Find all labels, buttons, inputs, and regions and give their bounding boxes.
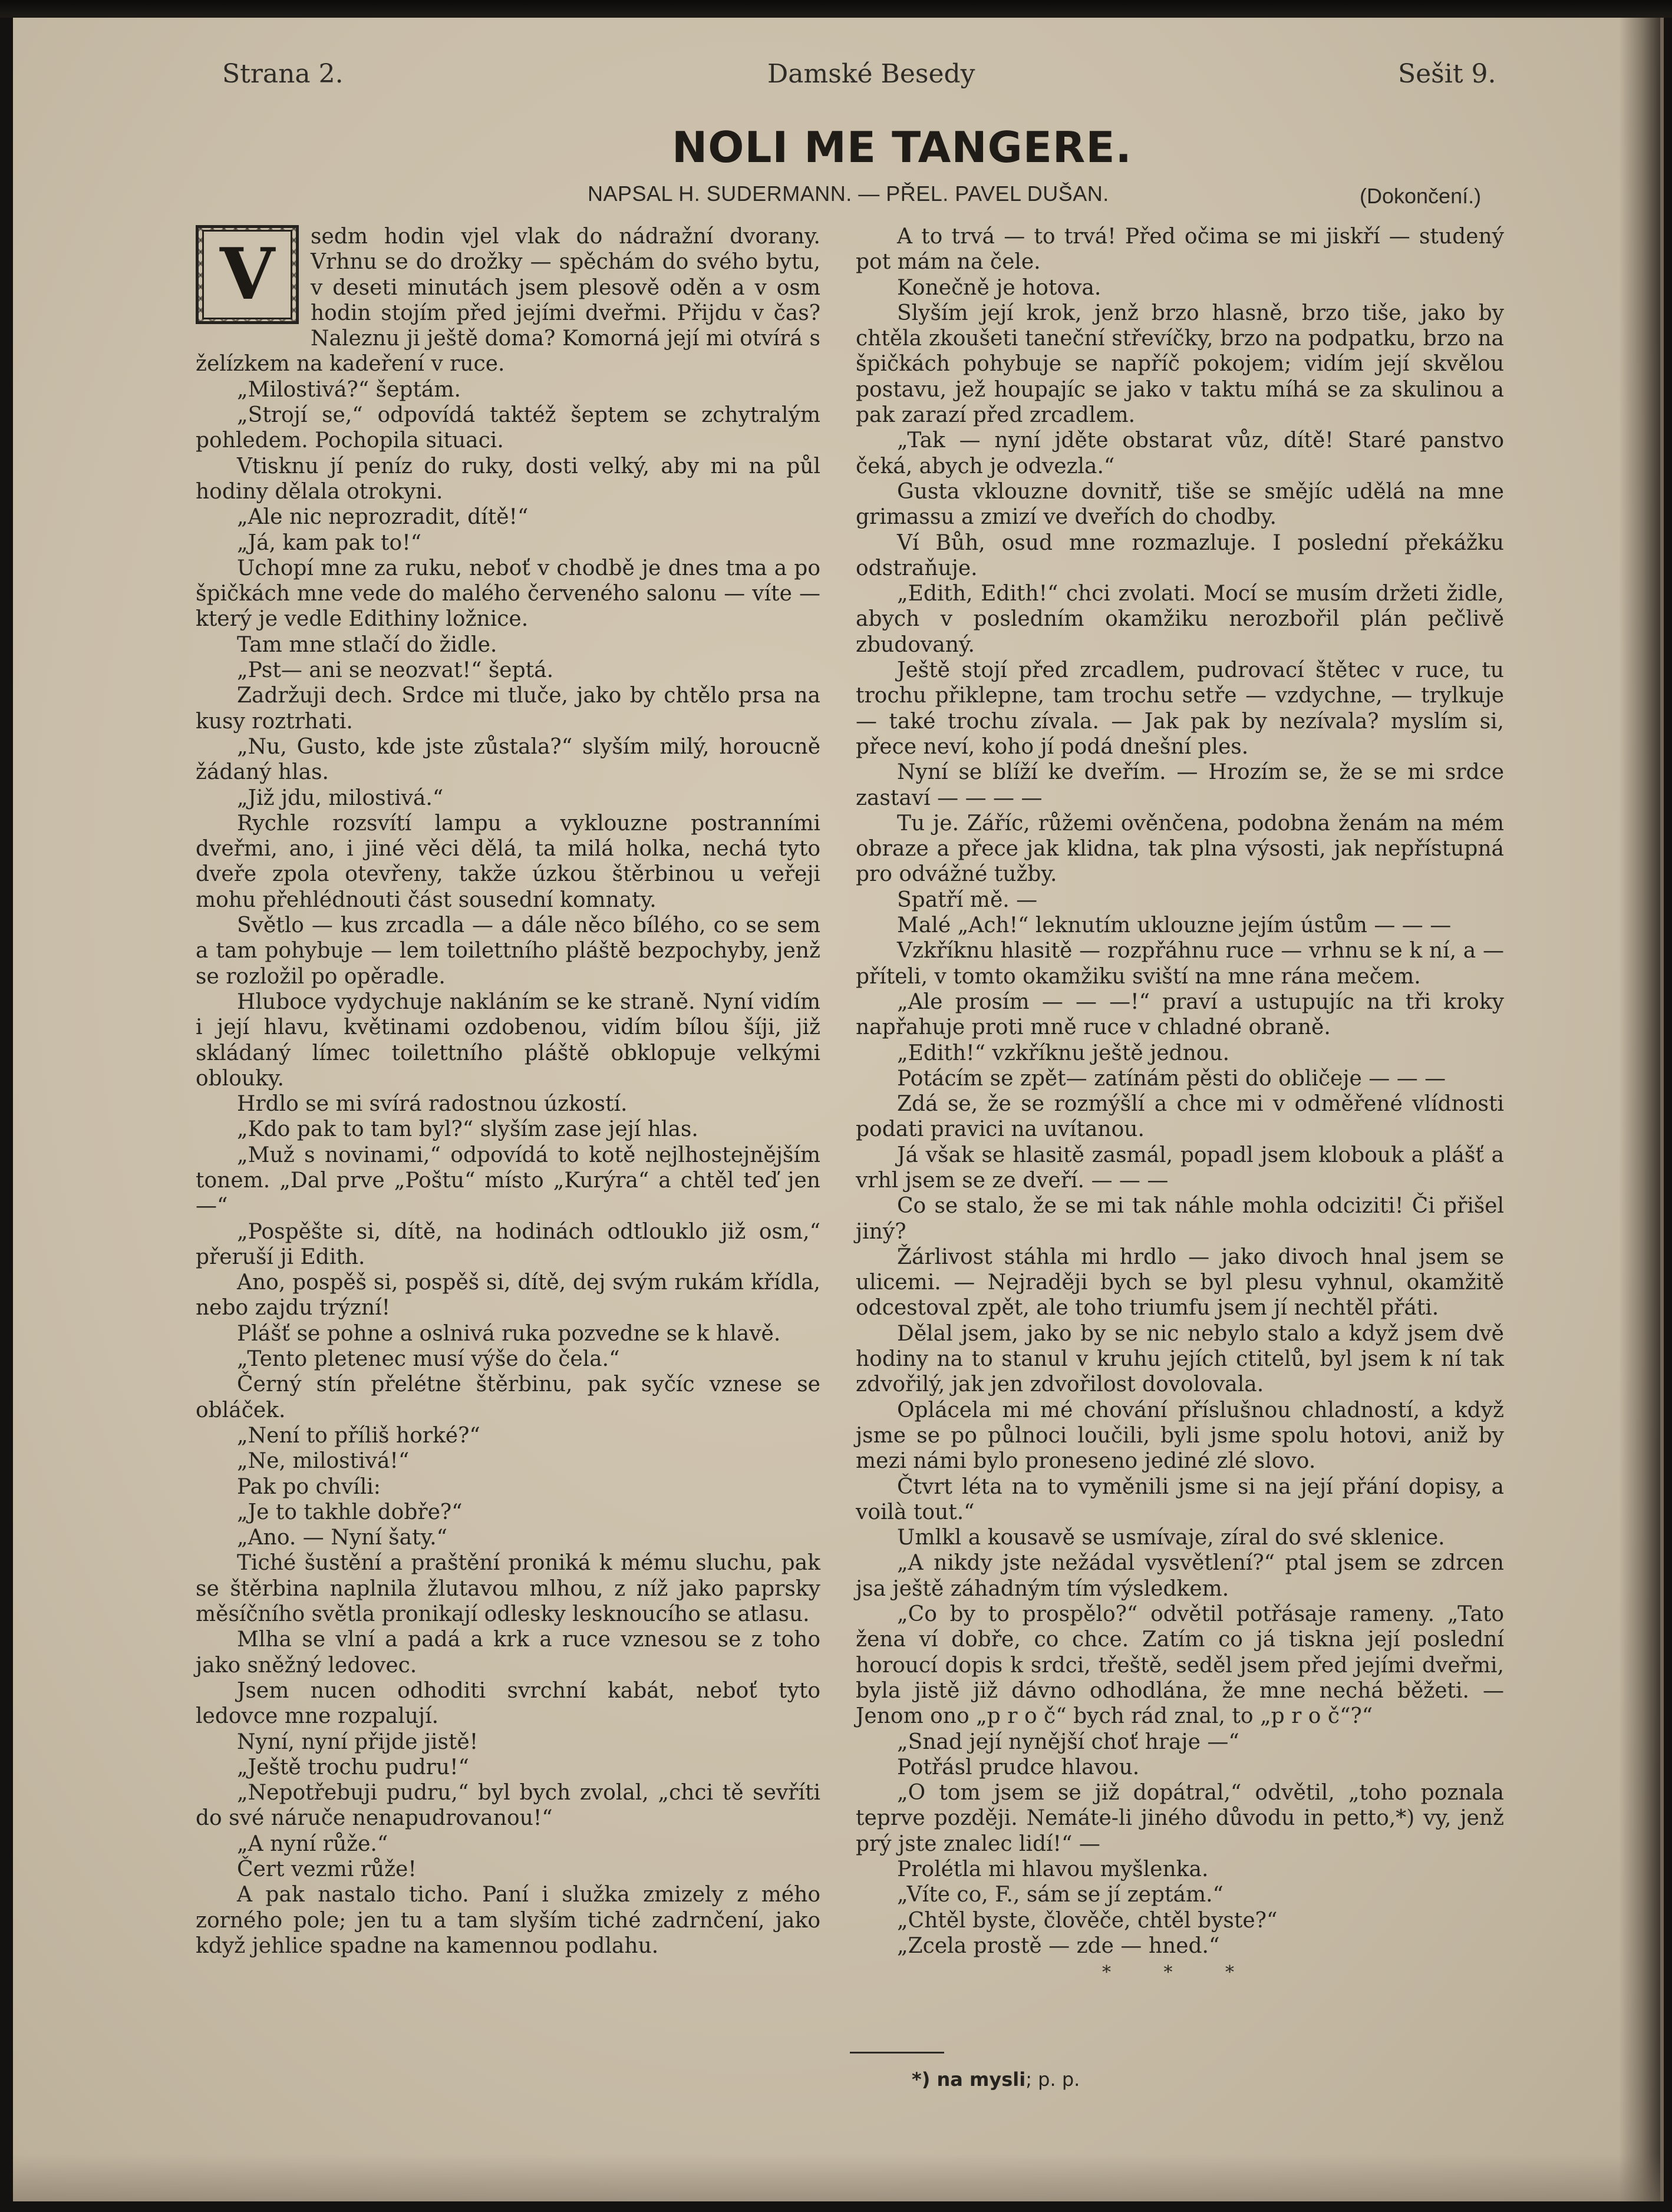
paragraph: Oplácela mi mé chování příslušnou chladností, a když jsme se po půlnoci loučili, byli jsme spolu hotovi, aniž by mezi námi bylo proneseno jediné zlé slovo. [856,1398,1504,1474]
paragraph: Umlkl a kousavě se usmívaje, zíral do své sklenice. [897,1526,1445,1550]
paragraph: Gusta vklouzne dovnitř, tiše se smějíc udělá na mne grimassu a zmizí ve dveřích do chodby. [856,479,1504,530]
paragraph: Žárlivost stáhla mi hrdlo — jako divoch hnal jsem se ulicemi. — Nejraději bych se byl plesu vyhnul, okamžitě odcestoval zpět, ale toho triumfu jsem jí nechtěl přáti. [856,1244,1504,1320]
article-title: NOLI ME TANGERE. [672,123,1132,172]
page-number: Strana 2. [222,59,344,89]
magazine-page [13,18,1664,2201]
paragraph: „Ale nic neprozradit, dítě!“ [237,505,529,530]
paragraph: Slyším její krok, jenž brzo hlasně, brzo tiše, jako by chtěla zkoušeti taneční střevíčky, brzo na podpatku, brzo na špičkách pohybuje se napříč pokojem; vidím její skvělou postavu, jež houpajíc se jako v taktu míhá se za skulinou a pak zarazí před zrcadlem. [856,301,1504,428]
page-bottom-edge [13,2154,1660,2201]
paragraph: „A nyní růže.“ [237,1831,388,1856]
paragraph: Spatří mě. — [897,887,1038,912]
paragraph: Čtvrt léta na to vyměnili jsme si na její přání dopisy, a voilà tout.“ [856,1474,1504,1524]
footnote [912,2068,1080,2091]
paragraph: Ano, pospěš si, pospěš si, dítě, dej svým rukám křídla, nebo zajdu trýzní! [196,1270,820,1320]
paragraph: Pak po chvíli: [237,1474,381,1499]
paragraph: „Co by to prospělo?“ odvětil potřásaje rameny. „Tato žena ví dobře, co chce. Zatím co já tiskna její poslední horoucí dopis k srdci, třeště, seděl jsem před jejími dveřmi, byla jistě již dávno odhodlána, že mne nechá běžeti. — Jenom ono „p r o č“ bych rád znal, to „p r o č“?“ [856,1602,1504,1729]
paragraph: „Pst— ani se neozvat!“ šeptá. [237,658,554,683]
paragraph: „Snad její nynější choť hraje —“ [897,1729,1239,1754]
paragraph: „Je to takhle dobře?“ [237,1500,463,1524]
paragraph: Mlha se vlní a padá a krk a ruce vznesou se z toho jako sněžný ledovec. [196,1627,820,1678]
paragraph: Hrdlo se mi svírá radostnou úzkostí. [237,1092,628,1117]
paragraph: „Nu, Gusto, kde jste zůstala?“ slyším milý, horoucně žádaný hlas. [196,734,820,785]
paragraph: „Víte co, F., sám se jí zeptám.“ [897,1883,1224,1907]
paragraph: „Tak — nyní jděte obstarat vůz, dítě! Staré panstvo čeká, abych je odvezla.“ [856,428,1504,478]
concluded-note: (Dokončení.) [1360,184,1482,208]
paragraph: A to trvá — to trvá! Před očima se mi jiskří — studený pot mám na čele. [856,224,1504,275]
paragraph: „Zcela prostě — zde — hned.“ [897,1933,1220,1958]
paragraph: A pak nastalo ticho. Paní i služka zmizely z mého zorného pole; jen tu a tam slyším tiché zadrnčení, jako když jehlice spadne na kamennou podlahu. [196,1883,820,1958]
paragraph: „Není to příliš horké?“ [237,1423,480,1448]
paragraph: Ještě stojí před zrcadlem, pudrovací štětec v ruce, tu trochu přiklepne, tam trochu setře — vzdychne, — trylkuje — také trochu zívala. — Jak pak by nezívala? myslím si, přece neví, koho jí podá dnešní ples. [856,658,1504,759]
paragraph: sedm hodin vjel vlak do nádražní dvorany. Vrhnu se do drožky — spěchám do svého bytu, v deseti minutách jsem plesově oděn a v osm hodin stojím před jejími dveřmi. Přijdu v čas? Naleznu ji ještě doma? Komorná její mi otvírá s želízkem na kadeření v ruce. [196,224,820,377]
right-column [856,224,1504,1985]
paragraph: Rychle rozsvítí lampu a vyklouzne postranními dveřmi, ano, i jiné věci dělá, ta milá holka, nechá tyto dveře zpola otevřeny, takže úzkou štěrbinou u veřeji mohu přehlédnouti část sousední komnaty. [196,811,820,912]
paragraph: „Již jdu, milostivá.“ [237,785,444,810]
paragraph: „Chtěl byste, člověče, chtěl byste?“ [897,1908,1278,1933]
footnote-text: ; p. p. [1025,2068,1080,2091]
footnote-marker: *) na mysli [912,2068,1026,2091]
paragraph: „Ne, milostivá!“ [237,1449,410,1474]
paragraph: „Já, kam pak to!“ [237,530,422,555]
scan-top-edge [0,0,1672,18]
paragraph: Tam mne stlačí do židle. [237,632,497,657]
end-mark-asterisks: * * * [1102,1962,1258,1983]
paragraph: „Tento pletenec musí výše do čela.“ [237,1347,620,1372]
paragraph: „Edith!“ vzkříknu ještě jednou. [897,1041,1230,1065]
paragraph: „Muž s novinami,“ odpovídá to kotě nejlhostejnějším tonem. „Dal prve „Poštu“ místo „Kurýra“ a chtěl teď jen —“ [196,1143,820,1219]
paragraph: „Pospěšte si, dítě, na hodinách odtlouklo již osm,“ přeruší ji Edith. [196,1219,820,1269]
paragraph: „Kdo pak to tam byl?“ slyším zase její hlas. [237,1117,698,1142]
paragraph: Zadržuji dech. Srdce mi tluče, jako by chtělo prsa na kusy roztrhati. [196,684,820,734]
paragraph: „Ale prosím — — —!“ praví a ustupujíc na tři kroky napřahuje proti mně ruce v chladné obraně. [856,989,1504,1040]
paragraph: „O tom jsem se již dopátral,“ odvětil, „toho poznala teprve později. Nemáte-li jiného důvodu in petto,*) vy, jenž prý jste znalec lidí!“ — [856,1781,1504,1856]
paragraph: „A nikdy jste nežádal vysvětlení?“ ptal jsem se zdrcen jsa ještě záhadným tím výsledkem. [856,1551,1504,1601]
paragraph: „Strojí se,“ odpovídá taktéž šeptem se zchytralým pohledem. Pochopila situaci. [196,403,820,453]
paragraph: Tu je. Záříc, růžemi ověnčena, podobna ženám na mém obraze a přece jak klidna, tak plna výsosti, jak nepřístupná pro odvážné tužby. [856,811,1504,887]
paragraph: Prolétla mi hlavou myšlenka. [897,1857,1209,1881]
paragraph: Zdá se, že se rozmýšlí a chce mi v odměřené vlídnosti podati pravici na uvítanou. [856,1092,1504,1142]
paragraph: Světlo — kus zrcadla — a dále něco bílého, co se sem a tam pohybuje — lem toilettního pláště bezpochyby, jenž se rozložil po opěradle. [196,913,820,989]
paragraph: Plášť se pohne a oslnivá ruka pozvedne se k hlavě. [237,1321,781,1346]
paragraph: Hluboce vydychuje nakláním se ke straně. Nyní vidím i její hlavu, květinami ozdobenou, vidím bílou šíji, již skládaný límec toilettního pláště obklopuje velkými oblouky. [196,989,820,1091]
paragraph: Co se stalo, že se mi tak náhle mohla odciziti! Či přišel jiný? [856,1194,1504,1244]
paragraph: Nyní, nyní přijde jistě! [237,1729,479,1754]
paragraph: Nyní se blíží ke dveřím. — Hrozím se, že se mi srdce zastaví — — — — [856,760,1504,810]
paragraph: Já však se hlasitě zasmál, popadl jsem klobouk a plášť a vrhl jsem se ze dveří. — — — [856,1143,1504,1193]
paragraph: „Milostivá?“ šeptám. [237,377,461,402]
binding-gutter-shadow [1619,18,1660,2201]
journal-name: Damské Besedy [767,59,975,89]
drop-cap-letter: V [202,230,292,319]
paragraph: Jsem nucen odhoditi svrchní kabát, neboť tyto ledovce mne rozpalují. [196,1678,820,1729]
paragraph: Konečně je hotova. [897,275,1102,300]
paragraph: „Ještě trochu pudru!“ [237,1755,469,1779]
paragraph: Vtisknu jí peníz do ruky, dosti velký, aby mi na půl hodiny dělala otrokyni. [196,454,820,504]
paragraph: Černý stín přelétne štěrbinu, pak syčíc vznese se obláček. [196,1372,820,1422]
drop-cap-ornament [196,225,299,324]
left-column [196,224,820,1959]
paragraph: Dělal jsem, jako by se nic nebylo stalo a když jsem dvě hodiny na to stanul v kruhu jejích ctitelů, byl jsem k ní tak zdvořilý, jak jen zdvořilost dovolovala. [856,1321,1504,1397]
paragraph: Ví Bůh, osud mne rozmazluje. I poslední překážku odstraňuje. [856,530,1504,580]
paragraph: Malé „Ach!“ leknutím uklouzne jejím ústům — — — [897,913,1452,938]
issue-number: Sešit 9. [1398,59,1496,89]
paragraph: „Ano. — Nyní šaty.“ [237,1526,447,1550]
paragraph: Tiché šustění a praštění proniká k mému sluchu, pak se štěrbina naplnila žlutavou mlhou, z níž jako paprsky měsíčního světla pronikají odlesky lesknoucího se atlasu. [196,1551,820,1627]
article-byline: NAPSAL H. SUDERMANN. — PŘEL. PAVEL DUŠAN. [588,181,1109,206]
paragraph: Potřásl prudce hlavou. [897,1755,1140,1779]
paragraph: Potácím se zpět— zatínám pěsti do obličeje — — — [897,1066,1446,1091]
footnote-rule [850,2052,944,2053]
paragraph: „Nepotřebuji pudru,“ byl bych zvolal, „chci tě sevříti do své náruče nenapudrovanou!“ [196,1781,820,1831]
paragraph: Vzkříknu hlasitě — rozpřáhnu ruce — vrhnu se k ní, a — příteli, v tomto okamžiku sviští na mne rána mečem. [856,939,1504,989]
paragraph: Uchopí mne za ruku, neboť v chodbě je dnes tma a po špičkách mne vede do malého červeného salonu — víte — který je vedle Edithiny ložnice. [196,556,820,632]
paragraph: Čert vezmi růže! [237,1857,417,1881]
paragraph: „Edith, Edith!“ chci zvolati. Mocí se musím držeti židle, abych v posledním okamžiku nerozbořil plán pečlivě zbudovaný. [856,582,1504,657]
